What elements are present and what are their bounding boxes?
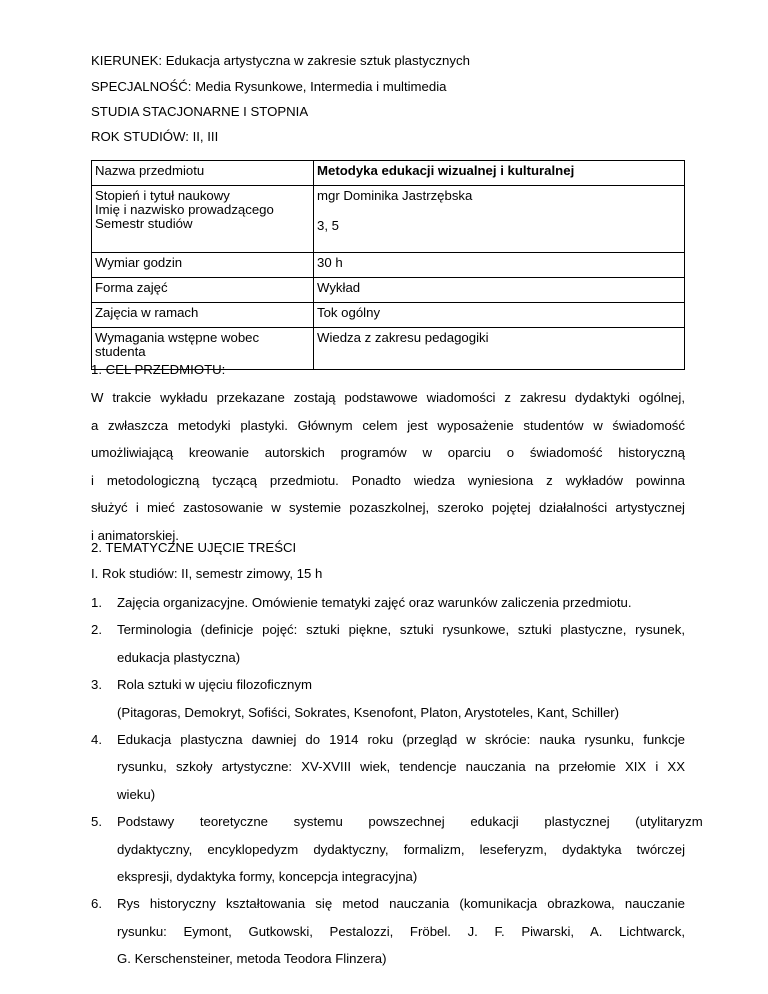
- form-value: Wykład: [314, 278, 685, 303]
- item-number: 4.: [91, 731, 102, 747]
- item-number: 2.: [91, 622, 102, 638]
- table-label: [92, 186, 314, 253]
- table-value: [314, 186, 685, 253]
- list-item: [91, 671, 685, 726]
- table-row: [92, 253, 685, 278]
- item-line: rysunku: Eymont, Gutkowski, Pestalozzi, Fröbel. J. F. Piwarski, A. Lichtwarck,: [117, 923, 685, 939]
- item-line: G. Kerschensteiner, metoda Teodora Flinzera): [117, 951, 387, 967]
- table-row: [92, 278, 685, 303]
- course-name: Metodyka edukacji wizualnej i kulturalnej: [314, 161, 685, 186]
- label-requirements-cont: studenta: [95, 344, 146, 359]
- table-label: Zajęcia w ramach: [92, 303, 314, 328]
- paragraph-line: służyć i mieć zastosowanie w systemie pozaszkolnej, szeroko pojętej działalności artystycznej: [91, 500, 685, 515]
- goal-paragraph: [91, 384, 685, 549]
- list-item: [91, 589, 685, 616]
- paragraph-line: i metodologiczną tyczącą przedmiotu. Ponadto wiedza wyniesiona z wykładów powinna: [91, 472, 685, 488]
- header-studia: STUDIA STACJONARNE I STOPNIA: [91, 104, 309, 119]
- item-line: Rola sztuki w ujęciu filozoficznym: [117, 677, 312, 693]
- table-label: Wymiar godzin: [92, 253, 314, 278]
- table-label: Forma zajęć: [92, 278, 314, 303]
- paragraph-line: umożliwiającą kreowanie autorskich programów w oparciu o świadomość historyczną: [91, 445, 685, 460]
- track-value: Tok ogólny: [314, 303, 685, 328]
- item-line: rysunku, szkoły artystyczne: XV-XVIII wiek, tendencje nauczania na przełomie XIX i XX: [117, 759, 685, 775]
- list-item: [91, 890, 685, 972]
- course-info-table: [91, 160, 685, 370]
- header-kierunek: KIERUNEK: Edukacja artystyczna w zakresie sztuk plastycznych: [91, 53, 470, 68]
- paragraph-line: W trakcie wykładu przekazane zostają podstawowe wiadomości z zakresu dydaktyki ogólnej,: [91, 390, 685, 405]
- table-row: [92, 161, 685, 186]
- topics-list: [91, 589, 703, 972]
- semester-value: 3, 5: [317, 218, 339, 233]
- table-label: Nazwa przedmiotu: [92, 161, 314, 186]
- table-row: [92, 303, 685, 328]
- paragraph-line: i animatorskiej.: [91, 527, 179, 543]
- item-number: 3.: [91, 677, 102, 693]
- section-title-goal: 1. CEL PRZEDMIOTU:: [91, 362, 226, 377]
- label-lecturer: Imię i nazwisko prowadzącego: [95, 202, 274, 217]
- label-degree: Stopień i tytuł naukowy: [95, 188, 230, 203]
- paragraph-line: a zwłaszcza metodyki plastyki. Głównym celem jest wyposażenie studentów w świadomość: [91, 417, 685, 433]
- item-line: Edukacja plastyczna dawniej do 1914 roku (przegląd w skrócie: nauka rysunku, funkcje: [117, 731, 685, 747]
- section-title-topics: 2. TEMATYCZNE UJĘCIE TREŚCI: [91, 540, 297, 555]
- item-line: edukacja plastyczna): [117, 649, 241, 665]
- requirements-value: Wiedza z zakresu pedagogiki: [314, 328, 685, 370]
- item-line: Zajęcia organizacyjne. Omówienie tematyki zajęć oraz warunków zaliczenia przedmiotu.: [117, 595, 632, 610]
- list-item: [91, 726, 685, 808]
- item-line: wieku): [117, 786, 156, 802]
- item-number: 1.: [91, 595, 102, 610]
- item-number: 6.: [91, 896, 102, 912]
- label-semester: Semestr studiów: [95, 216, 193, 231]
- header-rok: ROK STUDIÓW: II, III: [91, 129, 219, 144]
- item-line: ekspresji, dydaktyka formy, koncepcja integracyjna): [117, 868, 418, 884]
- item-line: Rys historyczny kształtowania się metod nauczania (komunikacja obrazkowa, nauczanie: [117, 896, 685, 912]
- list-item: [91, 616, 685, 671]
- header-specjalnosc: SPECJALNOŚĆ: Media Rysunkowe, Intermedia i multimedia: [91, 79, 447, 94]
- item-line: Terminologia (definicje pojęć: sztuki piękne, sztuki rysunkowe, sztuki plastyczne, rysunek,: [117, 622, 685, 638]
- item-line: (Pitagoras, Demokryt, Sofiści, Sokrates, Ksenofont, Platon, Arystoteles, Kant, Schiller): [117, 704, 620, 720]
- table-row: [92, 186, 685, 253]
- hours-value: 30 h: [314, 253, 685, 278]
- section-subtitle: I. Rok studiów: II, semestr zimowy, 15 h: [91, 566, 323, 581]
- item-line: dydaktyczny, encyklopedyzm dydaktyczny, formalizm, leseferyzm, dydaktyka twórczej: [117, 841, 685, 857]
- list-item: [91, 808, 703, 890]
- item-number: 5.: [91, 814, 102, 830]
- label-requirements: Wymagania wstępne wobec: [95, 330, 260, 345]
- item-line: Podstawy teoretyczne systemu powszechnej edukacji plastycznej (utylitaryzm: [117, 814, 703, 830]
- lecturer-name: mgr Dominika Jastrzębska: [317, 188, 473, 203]
